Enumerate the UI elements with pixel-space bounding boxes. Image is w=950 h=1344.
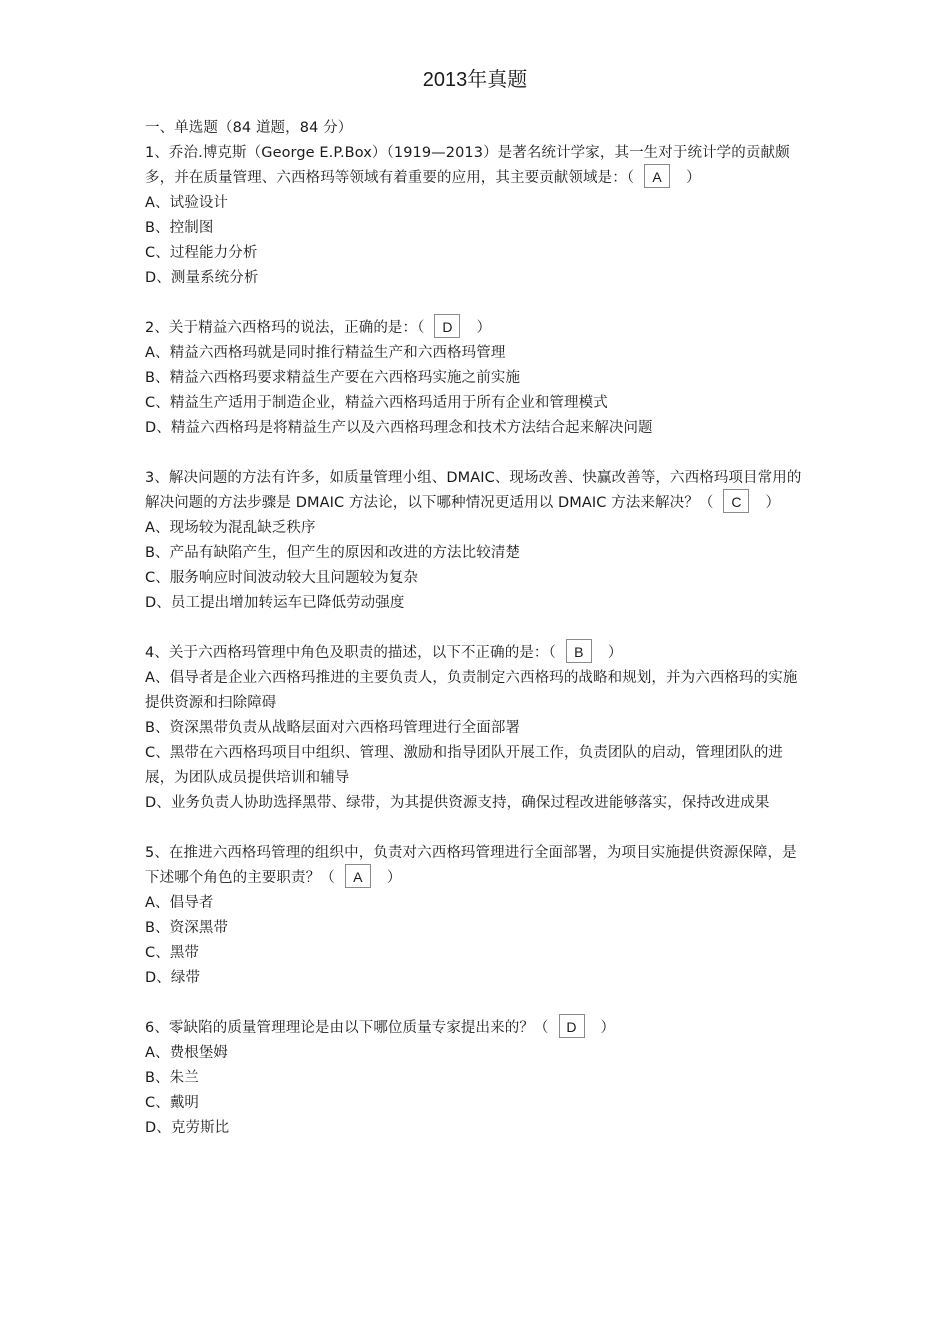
question-4-stem <box>145 641 810 666</box>
question-4-option-b: B、资深黑带负责从战略层面对六西格玛管理进行全面部署 <box>145 720 521 736</box>
question-4-stem-text: 4、关于六西格玛管理中角色及职责的描述，以下不正确的是：（ <box>145 645 556 661</box>
question-2-option-a: A、精益六西格玛就是同时推行精益生产和六西格玛管理 <box>145 345 506 361</box>
question-5-answer-box: A <box>345 864 371 888</box>
question-3-stem <box>145 466 810 516</box>
question-3-option-c: C、服务响应时间波动较大且问题较为复杂 <box>145 570 419 586</box>
question-6 <box>145 1016 810 1141</box>
question-4 <box>145 641 810 816</box>
spacer <box>145 616 810 641</box>
question-5-stem <box>145 841 810 891</box>
question-6-answer-box: D <box>559 1014 585 1038</box>
question-4-option-d: D、业务负责人协助选择黑带、绿带，为其提供资源支持，确保过程改进能够落实，保持改进成果 <box>145 795 770 811</box>
page-title: 2013年真题 <box>422 69 528 91</box>
question-5-option-b: B、资深黑带 <box>145 920 229 936</box>
question-6-option-c: C、戴明 <box>145 1095 200 1111</box>
question-1-option-b: B、控制图 <box>145 220 214 236</box>
question-6-stem <box>145 1016 810 1041</box>
question-3-option-a: A、现场较为混乱缺乏秩序 <box>145 520 316 536</box>
question-5-option-d: D、绿带 <box>145 970 201 986</box>
question-2-option-b: B、精益六西格玛要求精益生产要在六西格玛实施之前实施 <box>145 370 521 386</box>
section-heading: 一、单选题（84 道题，84 分） <box>145 120 353 136</box>
question-3-option-b: B、产品有缺陷产生，但产生的原因和改进的方法比较清楚 <box>145 545 521 561</box>
question-2 <box>145 316 810 441</box>
question-1-option-a: A、试验设计 <box>145 195 229 211</box>
question-5-stem-text: 5、在推进六西格玛管理的组织中，负责对六西格玛管理进行全面部署，为项目实施提供资源保障，是下述哪个角色的主要职责？（ <box>145 845 797 886</box>
question-3 <box>145 466 810 616</box>
question-3-answer-box: C <box>723 489 749 513</box>
question-3-stem-close: ） <box>765 495 781 511</box>
question-6-stem-close: ） <box>600 1020 616 1036</box>
spacer <box>145 991 810 1016</box>
question-6-stem-text: 6、零缺陷的质量管理理论是由以下哪位质量专家提出来的？（ <box>145 1020 549 1036</box>
question-1-option-c: C、过程能力分析 <box>145 245 258 261</box>
question-5-option-c: C、黑带 <box>145 945 200 961</box>
question-2-stem <box>145 316 810 341</box>
question-4-answer-box: B <box>566 639 592 663</box>
question-4-stem-close: ） <box>607 645 623 661</box>
question-3-option-d: D、员工提出增加转运车已降低劳动强度 <box>145 595 405 611</box>
question-2-answer-box: D <box>434 314 460 338</box>
question-1-answer-box: A <box>644 164 670 188</box>
question-6-option-a: A、费根堡姆 <box>145 1045 229 1061</box>
question-6-option-b: B、朱兰 <box>145 1070 199 1086</box>
question-5-stem-close: ） <box>386 870 402 886</box>
question-4-option-c: C、黑带在六西格玛项目中组织、管理、激励和指导团队开展工作，负责团队的启动，管理团队的进展，为团队成员提供培训和辅导 <box>145 745 784 786</box>
question-1-stem-close: ） <box>686 170 701 186</box>
question-2-option-c: C、精益生产适用于制造企业，精益六西格玛适用于所有企业和管理模式 <box>145 395 608 411</box>
spacer <box>145 441 810 466</box>
question-1 <box>145 141 810 291</box>
question-1-stem <box>145 141 810 191</box>
question-2-option-d: D、精益六西格玛是将精益生产以及六西格玛理念和技术方法结合起来解决问题 <box>145 420 653 436</box>
question-2-stem-close: ） <box>476 320 492 336</box>
question-4-option-a: A、倡导者是企业六西格玛推进的主要负责人，负责制定六西格玛的战略和规划，并为六西格玛的实施提供资源和扫除障碍 <box>145 670 798 711</box>
document-body <box>145 116 810 1141</box>
spacer <box>145 291 810 316</box>
spacer <box>145 816 810 841</box>
question-2-stem-text: 2、关于精益六西格玛的说法，正确的是：（ <box>145 320 425 336</box>
question-1-option-d: D、测量系统分析 <box>145 270 259 286</box>
question-6-option-d: D、克劳斯比 <box>145 1120 230 1136</box>
question-5-option-a: A、倡导者 <box>145 895 214 911</box>
question-3-stem-text: 3、解决问题的方法有许多，如质量管理小组、DMAIC、现场改善、快赢改善等，六西格玛项目常用的解决问题的方法步骤是 DMAIC 方法论，以下哪种情况更适用以 DMAIC 方法来解决？（ <box>145 470 802 511</box>
question-1-stem-text: 1、乔治.博克斯（George E.P.Box）（1919—2013）是著名统计学家，其一生对于统计学的贡献颇多，并在质量管理、六西格玛等领域有着重要的应用，其主要贡献领域是：（ <box>145 145 790 186</box>
question-5 <box>145 841 810 991</box>
